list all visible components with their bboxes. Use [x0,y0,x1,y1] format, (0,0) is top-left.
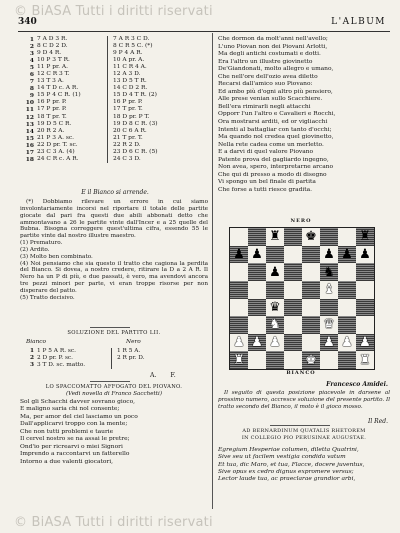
white-piece-icon: ♛ [323,317,335,333]
poem-line: Imprendo a raccontarvi un fatterello [20,451,130,458]
solution-table [20,348,208,369]
white-move: 13 T 3 A. [37,78,64,85]
poem-line: Che non tutti problemi e taurie [20,428,114,435]
notes-block [20,199,208,302]
move-separator [107,106,108,113]
move-separator [107,50,108,57]
board-square [356,351,374,369]
board-square [284,228,302,246]
white-move: 15 P 4 C R. (1) [37,92,81,99]
black-piece-icon: ♟ [233,246,245,262]
white-move: 20 R 2 A. [37,127,65,134]
white-piece-icon: ♞ [269,317,281,333]
black-move: 11 C R 4 A. [113,64,147,71]
move-row [20,156,210,163]
poem-line: Recarsi dall'amico suo Piovano: [218,81,313,88]
board-square [284,299,302,317]
solution-row [20,362,208,369]
white-move: 12 C R 3 T. [37,71,70,78]
board-square [338,263,356,281]
move-number: 17 [25,148,34,156]
white-move: 14 T D c. A R. [37,85,79,92]
diagram-note [218,390,390,411]
move-number: 5 [29,64,34,72]
poem-line: Il cervel nostro se na assai le pretre; [20,436,130,443]
diagram-note-text: Il seguito di questa posizione piacevole in darsene al prossimo numero, accresce soluzione del presente partito. Il tratto secondo del Bianco, il moto è il gioco mosso. [218,390,390,410]
move-number: 11 [25,106,34,114]
black-move: 14 C D 2 R. [113,85,148,92]
move-separator [107,92,108,99]
column-divider [212,33,213,509]
move-row [20,43,210,50]
board-square [320,316,338,334]
board-square [320,228,338,246]
black-piece-icon: ♜ [269,229,281,245]
move-row [20,121,210,128]
board-square [338,228,356,246]
board-square [230,246,248,264]
poem-line: Che qui di presso a modo di disegno [218,171,327,178]
poem-line: E a darvi di quel valore Piovano [218,149,314,156]
board-square [266,299,284,317]
board-square [248,351,266,369]
board-square [302,299,320,317]
latin-verse-line: Sive opus ex cedro dignus expromere versus; [218,468,354,475]
board-square [248,263,266,281]
black-move: 9 P 4 A R. [113,50,143,57]
move-separator [107,156,108,163]
board-square [302,228,320,246]
board-square [230,316,248,334]
poem-line: Nella rete cadea come un merletto. [218,141,324,148]
poem-line: Intenti al battagliar con tanto d'occhi; [218,126,332,133]
board-square [338,334,356,352]
black-piece-icon: ♟ [359,246,371,262]
poem-line: De'Giandonati, molto allegro e umano, [218,66,334,73]
board-square [356,316,374,334]
black-piece-icon: ♟ [323,246,335,262]
move-separator [107,36,108,43]
board-square [302,334,320,352]
note-paragraph: (3) Molto ben combinato. [20,253,93,260]
board-square [302,351,320,369]
poem-line: Alle prese venian sullo Scacchiere. [218,96,323,103]
note-paragraph: (*) Dobbiamo rilevare un errore in cui siamo involontariamente incorsi nel riportare il totale delle partite giocate dal pari fra questi due abili abbonati detto che ammontavano a 26 le partite vinte dall'Incer e a 25 quelle del Bubna. Bisogna correggere quest'ultima cifra, essendo 55 le partite vinte dal nostro illustre maestro. [20,199,208,240]
move-separator [107,142,108,149]
white-move: 24 C R c. A R. [37,155,79,162]
move-separator [107,149,108,156]
black-piece-icon: ♟ [251,246,263,262]
move-number: 4 [29,57,34,65]
white-move: 7 A D 3 R. [37,36,68,42]
board-square [284,246,302,264]
board-square [248,334,266,352]
chess-moves-table [20,36,210,163]
dedication-line-2: IN COLLEGIO PIO PERUSINAE AUGUSTAE. [241,434,367,441]
black-move: 12 A 3 D. [113,71,141,78]
black-piece-icon: ♟ [269,264,281,280]
watermark-top: © BiASA Tutti i diritti riservati [14,4,213,19]
latin-verse-line: Et tua, dic Maro, et tua, Flacce, docere juventus, [218,461,365,468]
move-row [20,99,210,106]
move-row [20,135,210,142]
move-number: 14 [25,127,34,135]
move-separator [107,121,108,128]
note-paragraph: (2) Ardito. [20,246,50,253]
move-number: 9 [29,92,34,100]
board-square [266,228,284,246]
board-square [248,228,266,246]
solution-number: 2 [29,355,34,361]
board-square [320,334,338,352]
board-square [356,263,374,281]
chess-board [229,227,375,370]
editor-signature: Il Red. [367,418,388,425]
poem-line: Ma, per amor del ciel lasciamo un poco [20,413,138,420]
board-square [320,246,338,264]
poem-line: Era l'altro un illustre giovinetto [218,58,313,65]
board-square [302,316,320,334]
move-row [20,106,210,113]
solution-row [20,355,208,362]
move-separator [107,57,108,64]
board-square [320,299,338,317]
section-rule [90,327,130,328]
poem-title: LO SPACCOMATTO AFFOGATO DEL PIOVANO. [45,384,183,390]
poem-line: L'uno Piovan non dei Piovani Arlotti, [218,43,328,50]
white-label: Bianco [26,339,47,345]
move-separator [107,71,108,78]
poem-line: Ed ambo più d'ogni altro più pensiero, [218,88,333,95]
white-piece-icon: ♟ [341,335,353,351]
poem-line: Sol gli Schacchi davver sovrano gioco, [20,399,136,405]
white-piece-icon: ♝ [323,282,335,298]
board-square [248,281,266,299]
poem-line: Ond'io per ricrearvi o miei Signori [20,443,123,450]
board-square [266,334,284,352]
board-square [302,263,320,281]
move-number: 6 [29,71,34,79]
move-separator [107,128,108,135]
board-square [284,316,302,334]
board-square [248,316,266,334]
move-row [20,92,210,99]
black-move: 13 D 5 T R. [113,78,147,85]
black-piece-icon: ♚ [305,229,317,245]
black-move: 10 A pr. A. [113,57,145,64]
black-piece-icon: ♛ [269,299,281,315]
poem-line: Bell'era rimirarli negli attacchi [218,103,311,110]
move-separator [107,135,108,142]
board-square [230,228,248,246]
black-piece-icon: ♟ [341,246,353,262]
poem-left-column [20,399,208,466]
diagram-author: Francesco Amidei. [326,381,388,388]
white-move: 16 P pr. P. [37,99,67,106]
board-square [356,281,374,299]
poem-line: E maligno saria chi nol consente; [20,406,120,413]
white-piece-icon: ♟ [251,335,263,351]
move-number: 2 [29,43,34,51]
note-paragraph: (5) Tratto decisivo. [20,294,75,301]
solution-signature [150,372,188,379]
latin-verse-line: Lector laude tua, ac praeclarae grandior arbi, [218,476,356,483]
move-row [20,71,210,78]
board-square [266,351,284,369]
board-square [248,246,266,264]
move-row [20,36,210,43]
move-row [20,64,210,71]
move-row [20,78,210,85]
board-square [320,351,338,369]
black-move: 21 T pr. T. [113,134,143,141]
page-header [18,17,390,32]
white-piece-icon: ♟ [359,335,371,351]
board-square [230,299,248,317]
move-separator [107,114,108,121]
board-square [356,246,374,264]
signature-f: F. [170,372,176,379]
solution-black-move: 1 R 5 A. [117,348,141,354]
dedication [218,428,390,441]
poem-line: Che dormon da molt'anni nell'avello; [218,36,328,42]
poem-line: Intorno a due valenti giocatori, [20,458,113,465]
white-move: 19 D 5 C R. [37,120,72,127]
poem-line: Ora mostrarsi arditi, ed or vigliacchi [218,119,328,126]
move-number: 1 [29,36,34,43]
board-square [266,316,284,334]
board-square [284,334,302,352]
board-square [338,281,356,299]
move-number: 3 [29,50,34,58]
poem-line: Non avea, spero, interpretarne arcano [218,164,334,171]
black-move: 23 D 6 C R. (5) [113,148,158,155]
black-move: 24 C 3 D. [113,155,141,162]
board-square [284,281,302,299]
board-square [356,228,374,246]
solution-white-move: 1 P 5 A R. sc. [37,348,76,354]
move-number: 10 [25,99,34,107]
black-move: 7 A R 3 C D. [113,36,150,42]
board-square [356,334,374,352]
black-move: 16 P pr. P. [113,99,143,106]
black-piece-icon: ♜ [359,229,371,245]
move-separator [107,78,108,85]
white-move: 18 T pr. T. [37,113,67,120]
note-paragraph: (4) Noi pensiamo che sia questo il tratto che cagiona la perdita del Bianco. Si dovea, a nostro credere, ritirare la D a 2 A R. Il Nero ha un P di più, e due passati, è vero, ma avendovi ancora tre pezzi minori per parte, vi eran troppe risorse per non disperare del patto. [20,260,208,294]
solution-white-move: 3 T D. sc. matto. [37,362,86,368]
board-square [338,351,356,369]
board-square [248,299,266,317]
board-label-white: BIANCO [286,370,316,376]
move-separator [107,99,108,106]
poem-line: Patente prova del gagliardo ingegno, [218,156,329,163]
move-separator [111,355,112,362]
page-number: 340 [18,17,37,27]
move-number: 12 [25,113,34,121]
move-row [20,149,210,156]
poem-line: Dall'applicarvi troppo con la mente; [20,421,128,428]
move-number: 15 [25,134,34,142]
board-square [284,351,302,369]
latin-verses [218,447,390,483]
board-square [266,263,284,281]
board-square [230,263,248,281]
white-move: 9 D 4 R. [37,50,62,57]
section-rule [90,381,130,382]
signature-a: A. [150,372,157,379]
move-row [20,50,210,57]
move-separator [107,85,108,92]
black-move: 20 C 6 A R. [113,127,147,134]
white-piece-icon: ♟ [233,335,245,351]
poem-line: Vi spongo un bel finale di partita [218,179,316,186]
black-move: 15 D 4 T R. (2) [113,92,157,99]
poem-line: Opporr l'un l'altro e Cavalieri e Rocchi, [218,111,336,118]
note-paragraph: (1) Prematuro. [20,240,63,247]
board-label-black: NERO [290,218,312,224]
white-piece-icon: ♟ [323,335,335,351]
chess-diagram [226,218,376,378]
move-number: 13 [25,120,34,128]
latin-verse-line: Egregium Hesperiae columen, diletta Quatrini, [218,447,359,453]
white-move: 11 P pr. A. [37,64,69,71]
move-row [20,57,210,64]
white-move: 17 P pr. P. [37,106,67,113]
dedication-line-1: AD BERNARDINUM QUATALIS RHETOREM [242,428,366,434]
board-square [320,263,338,281]
black-move: 17 T pr. T. [113,106,143,113]
black-move: 8 C R 5 C. (*) [113,43,153,50]
move-row [20,128,210,135]
board-square [338,299,356,317]
journal-title: L'ALBUM [331,17,386,27]
white-move: 23 C 3 A. (4) [37,148,75,155]
poem-line: Ma quando nol credea quel giovinetto, [218,134,334,141]
move-number: 16 [25,141,34,149]
poem-subtitle: (Vedi novella di Franco Sacchetti) [65,391,163,397]
board-square [230,281,248,299]
move-row [20,114,210,121]
white-move: 21 P 3 A. sc. [37,134,75,141]
white-piece-icon: ♜ [233,352,245,368]
black-piece-icon: ♞ [323,264,335,280]
move-separator [111,348,112,355]
section-rule [270,425,330,426]
solution-number: 3 [29,362,34,368]
solution-black-move: 2 R pr. D. [117,355,145,361]
board-square [266,246,284,264]
game-result: E il Bianco si arrende. [81,189,149,196]
move-separator [107,64,108,71]
white-piece-icon: ♚ [305,352,317,368]
board-square [338,316,356,334]
black-move: 18 D pr. P T. [113,113,150,120]
solution-number: 1 [29,348,34,354]
solution-white-move: 2 D pr. P. sc. [37,355,74,361]
white-piece-icon: ♜ [359,352,371,368]
white-move: 10 P 3 T R. [37,57,70,64]
solution-title: SOLUZIONE DEL PARTITO LII. [67,330,161,336]
board-square [230,351,248,369]
move-number: 7 [29,78,34,86]
move-separator [107,43,108,50]
poem-line: Ma degli antichi costumati e dotti. [218,51,321,58]
white-move: 22 D pr. T. sc. [37,141,78,148]
board-square [320,281,338,299]
poem-line: Che nell'ore dell'ozio avea diletto [218,73,318,80]
move-number: 18 [25,155,34,163]
black-move: 19 D 8 C R. (3) [113,120,158,127]
board-square [356,299,374,317]
move-row [20,142,210,149]
white-piece-icon: ♟ [269,335,281,351]
poem-line: Che forse a tutti riesce gradita. [218,186,312,193]
board-square [338,246,356,264]
black-label: Nero [126,339,141,345]
move-separator [111,362,112,369]
move-number: 8 [29,85,34,93]
board-square [266,281,284,299]
watermark-bottom: © BiASA Tutti i diritti riservati [14,515,213,530]
solution-row [20,348,208,355]
board-square [302,281,320,299]
poem-right-column [218,36,390,194]
board-square [302,246,320,264]
black-move: 22 R 2 D. [113,141,141,148]
board-square [284,263,302,281]
board-square [230,334,248,352]
solution-black-move [117,362,197,369]
latin-verse-line: Sive seu ut facilem vestigia condida vatum [218,454,346,461]
white-move: 8 C D 2 D. [37,43,68,50]
